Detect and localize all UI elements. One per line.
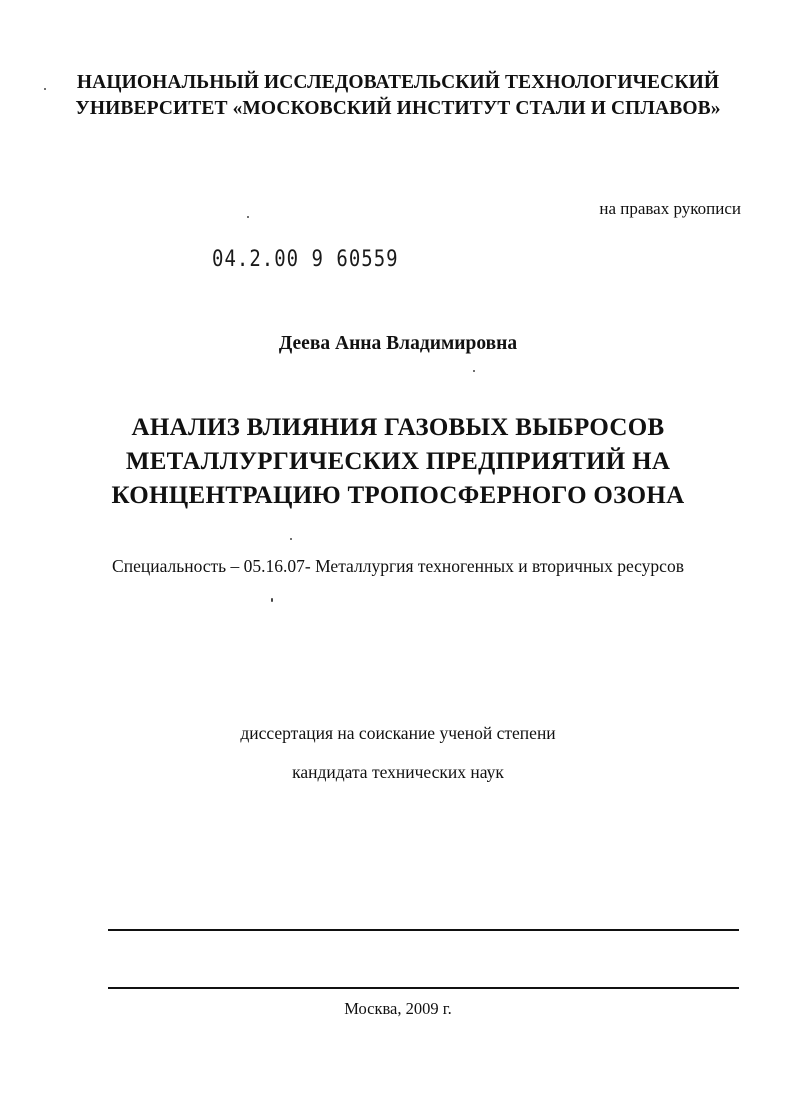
scan-speck <box>271 598 273 602</box>
manuscript-note: на правах рукописи <box>599 199 741 218</box>
divider-bottom <box>108 987 739 989</box>
title-line-1: АНАЛИЗ ВЛИЯНИЯ ГАЗОВЫХ ВЫБРОСОВ <box>131 414 665 441</box>
registration-stamp: 04.2.00 9 60559 <box>212 246 399 272</box>
university-line-2: УНИВЕРСИТЕТ «МОСКОВСКИЙ ИНСТИТУТ СТАЛИ И СПЛАВОВ» <box>75 98 721 119</box>
degree-line-2: кандидата технических наук <box>292 762 504 782</box>
dissertation-title <box>0 411 796 513</box>
degree-line-1: диссертация на соискание ученой степени <box>240 723 556 743</box>
divider-top <box>108 929 739 931</box>
scan-speck <box>290 538 292 540</box>
author-name: Деева Анна Владимировна <box>278 333 518 354</box>
scan-speck <box>247 216 249 218</box>
scan-speck <box>473 370 475 372</box>
title-line-2: МЕТАЛЛУРГИЧЕСКИХ ПРЕДПРИЯТИЙ НА <box>125 448 671 475</box>
title-line-3: КОНЦЕНТРАЦИЮ ТРОПОСФЕРНОГО ОЗОНА <box>111 482 685 509</box>
scan-speck <box>44 88 46 90</box>
place-and-year: Москва, 2009 г. <box>344 999 452 1018</box>
university-line-1: НАЦИОНАЛЬНЫЙ ИССЛЕДОВАТЕЛЬСКИЙ ТЕХНОЛОГИЧЕСКИЙ <box>76 72 720 93</box>
university-name <box>0 70 796 122</box>
specialty-line: Специальность – 05.16.07- Металлургия техногенных и вторичных ресурсов <box>112 556 684 576</box>
